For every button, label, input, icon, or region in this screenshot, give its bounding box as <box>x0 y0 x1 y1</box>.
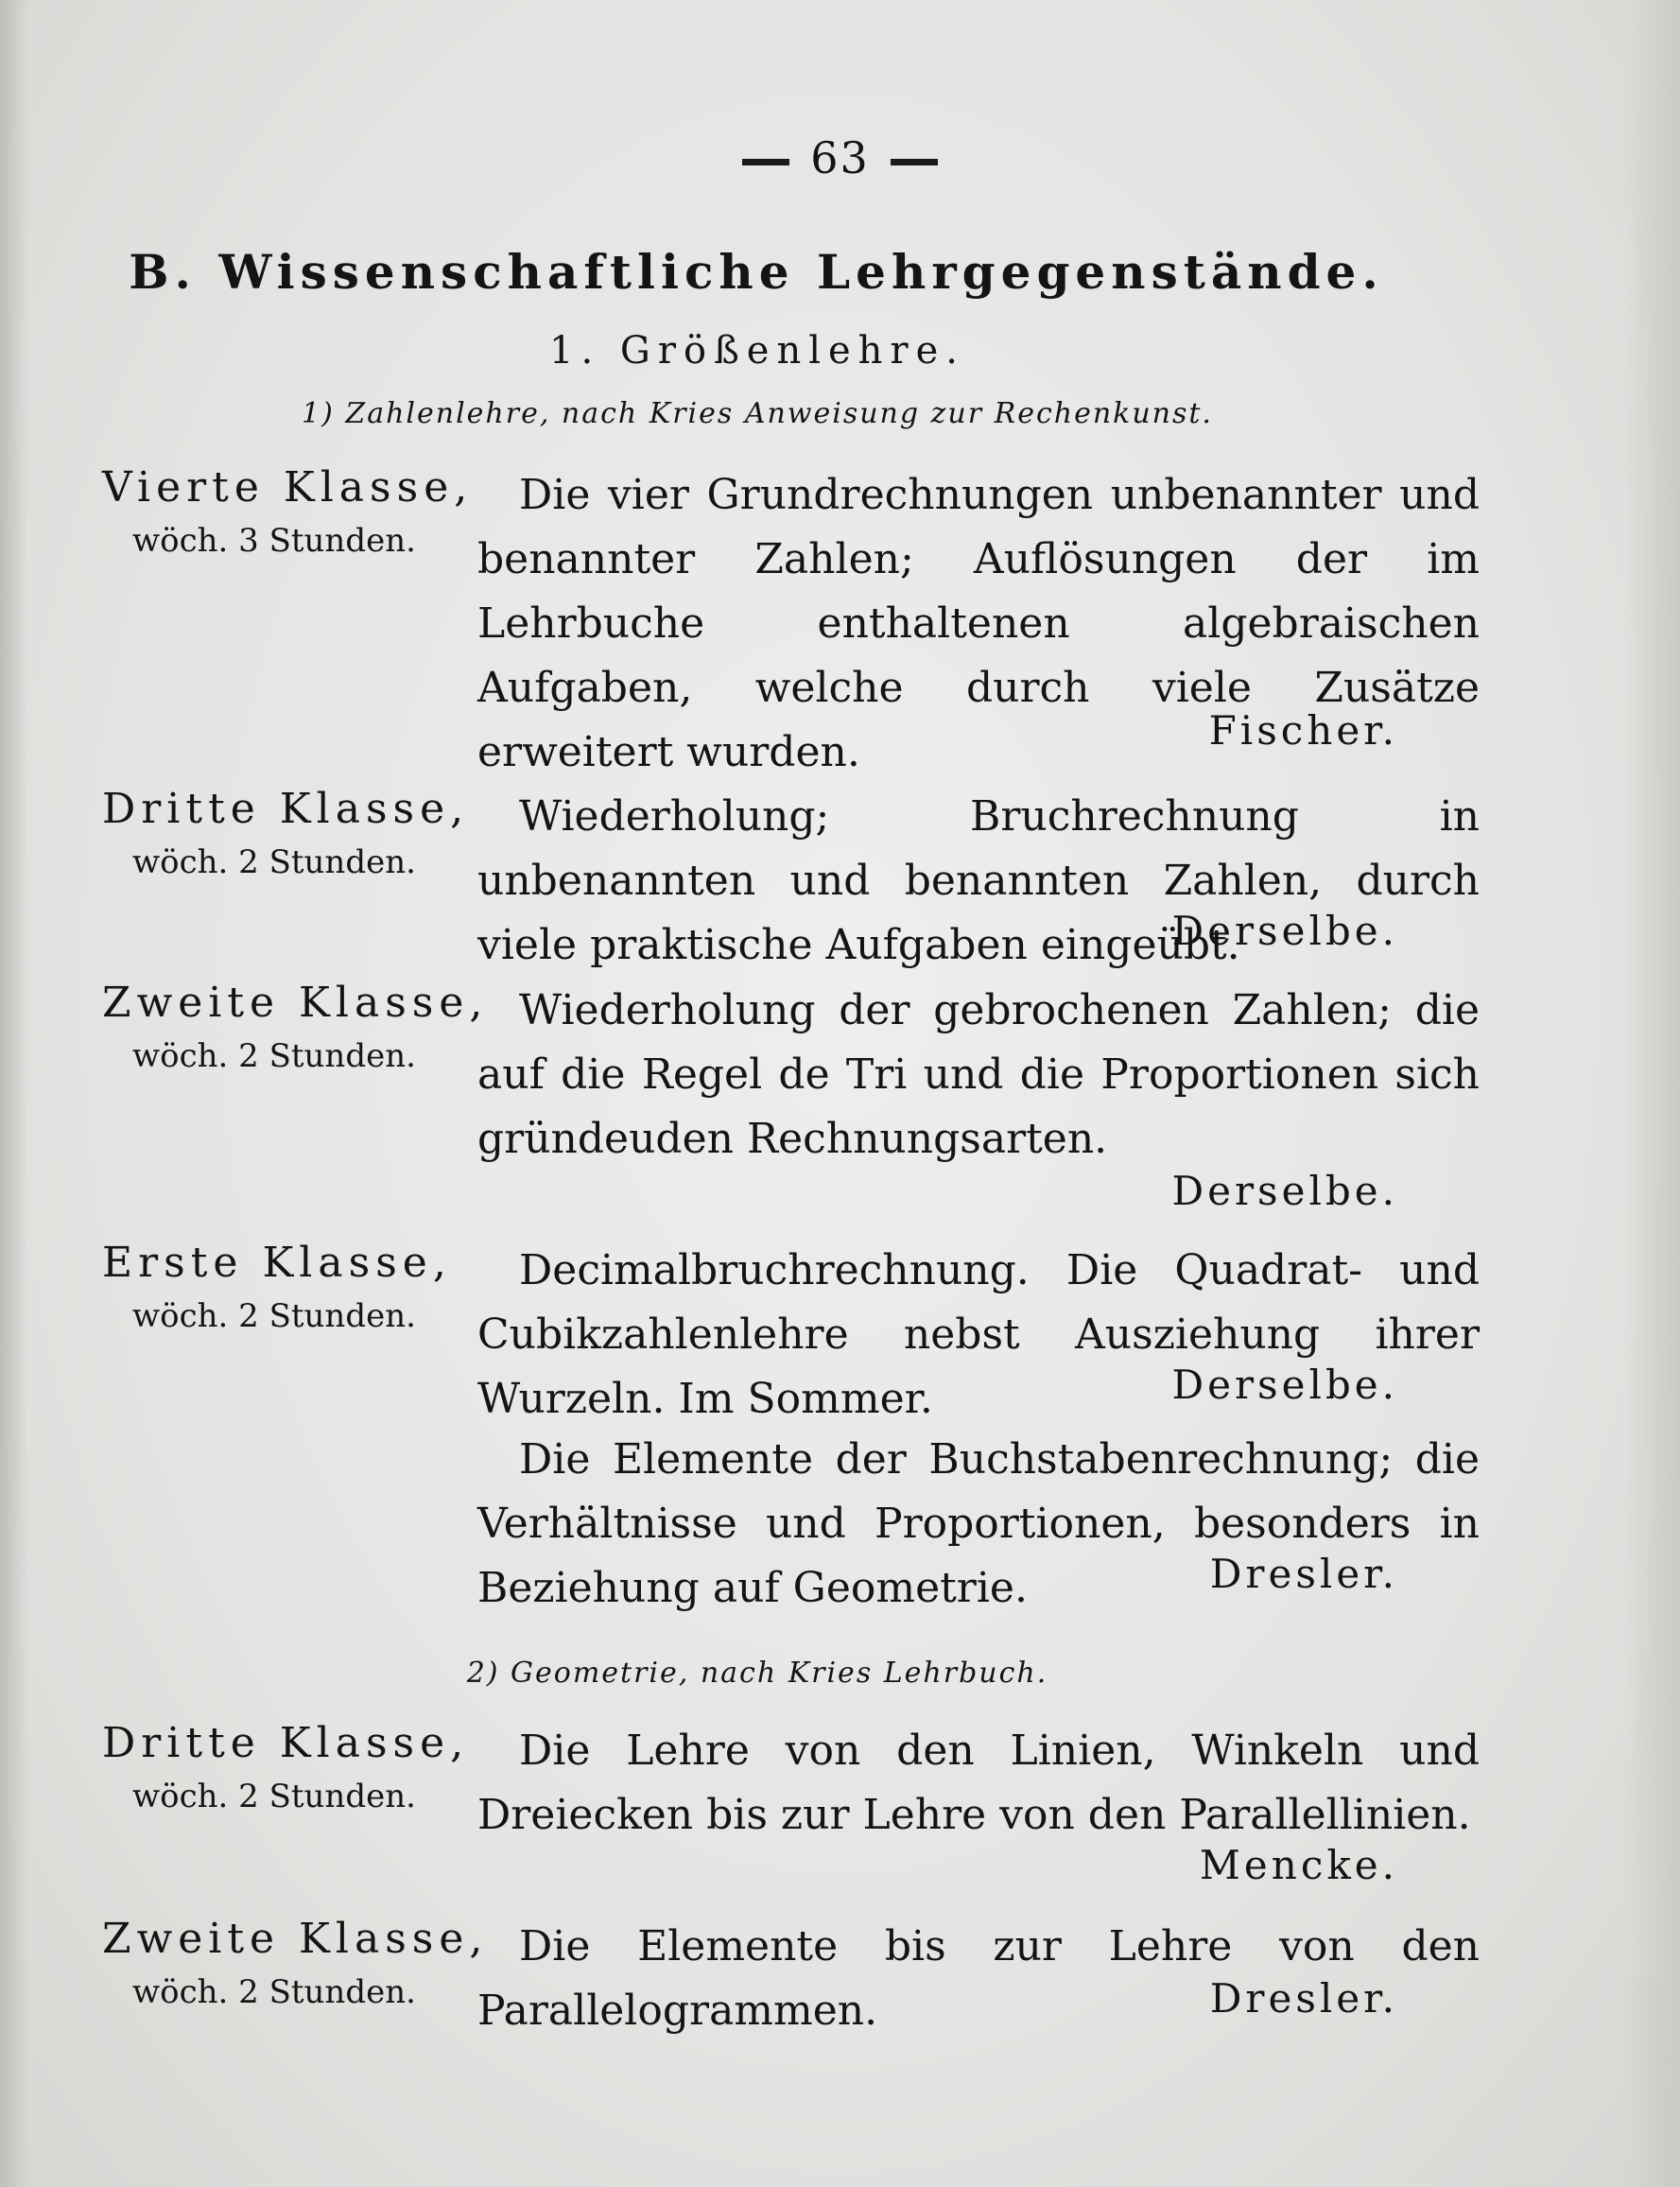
teacher-name: Derselbe. <box>1171 1168 1398 1214</box>
part-heading-geometrie: 2) Geometrie, nach Kries Lehrbuch. <box>466 1657 1048 1690</box>
page-number: 63 <box>810 132 870 183</box>
hours-label: wöch. 3 Stunden. <box>132 522 416 560</box>
header-dash-right <box>891 159 938 165</box>
class-label: Zweite Klasse, <box>102 1915 489 1963</box>
entry-text: Die Lehre von den Linien, Winkeln und Dreiecken bis zur Lehre von den Parallellinien. <box>477 1727 1480 1839</box>
hours-label: wöch. 2 Stunden. <box>132 843 416 881</box>
teacher-name: Fischer. <box>1208 707 1398 754</box>
class-label: Dritte Klasse, <box>102 785 470 833</box>
hours-label: wöch. 2 Stunden. <box>132 1037 416 1075</box>
hours-label: wöch. 2 Stunden. <box>132 1297 416 1335</box>
entry-text: Die Elemente der Buchstabenrechnung; die Verhältnisse und Proportionen, besonders in Beziehung auf Geometrie. <box>477 1435 1480 1612</box>
class-label: Zweite Klasse, <box>102 979 489 1027</box>
page-header <box>0 132 1680 183</box>
teacher-name: Dresler. <box>1209 1975 1398 2022</box>
teacher-name: Derselbe. <box>1171 908 1398 954</box>
header-dash-left <box>742 159 789 165</box>
entry-text: Die Elemente bis zur Lehre von den Parallelogrammen. <box>477 1922 1480 2035</box>
class-label: Dritte Klasse, <box>102 1719 470 1767</box>
subsection-title: 1. Größenlehre. <box>549 329 965 373</box>
entry-text: Wiederholung; Bruchrechnung in unbenannten und benannten Zahlen, durch viele praktische Aufgaben eingeübt. <box>477 792 1480 969</box>
hours-label: wöch. 2 Stunden. <box>132 1778 416 1815</box>
section-title: B. Wissenschaftliche Lehrgegenstände. <box>129 244 1384 300</box>
hours-label: wöch. 2 Stunden. <box>132 1973 416 2011</box>
class-label: Erste Klasse, <box>102 1239 452 1287</box>
entry-text: Die vier Grundrechnungen unbenannter und benannter Zahlen; Auflösungen der im Lehrbuche enthaltenen algebraischen Aufgaben, welche durch viele Zusätze erweitert wurden. <box>477 471 1480 776</box>
teacher-name: Derselbe. <box>1171 1362 1398 1408</box>
entry-text: Wiederholung der gebrochenen Zahlen; die auf die Regel de Tri und die Proportionen sich gründeuden Rechnungsarten. <box>477 986 1480 1163</box>
teacher-name: Mencke. <box>1199 1842 1398 1888</box>
teacher-name: Dresler. <box>1209 1551 1398 1597</box>
entry-text: Decimalbruchrechnung. Die Quadrat- und Cubikzahlenlehre nebst Ausziehung ihrer Wurzeln. Im Sommer. <box>477 1246 1480 1423</box>
class-label: Vierte Klasse, <box>102 463 474 512</box>
page-edge-shadow-left <box>0 0 28 2187</box>
part-heading-zahlenlehre: 1) Zahlenlehre, nach Kries Anweisung zur Rechenkunst. <box>302 397 1213 430</box>
page-edge-shadow-right <box>1623 0 1680 2187</box>
